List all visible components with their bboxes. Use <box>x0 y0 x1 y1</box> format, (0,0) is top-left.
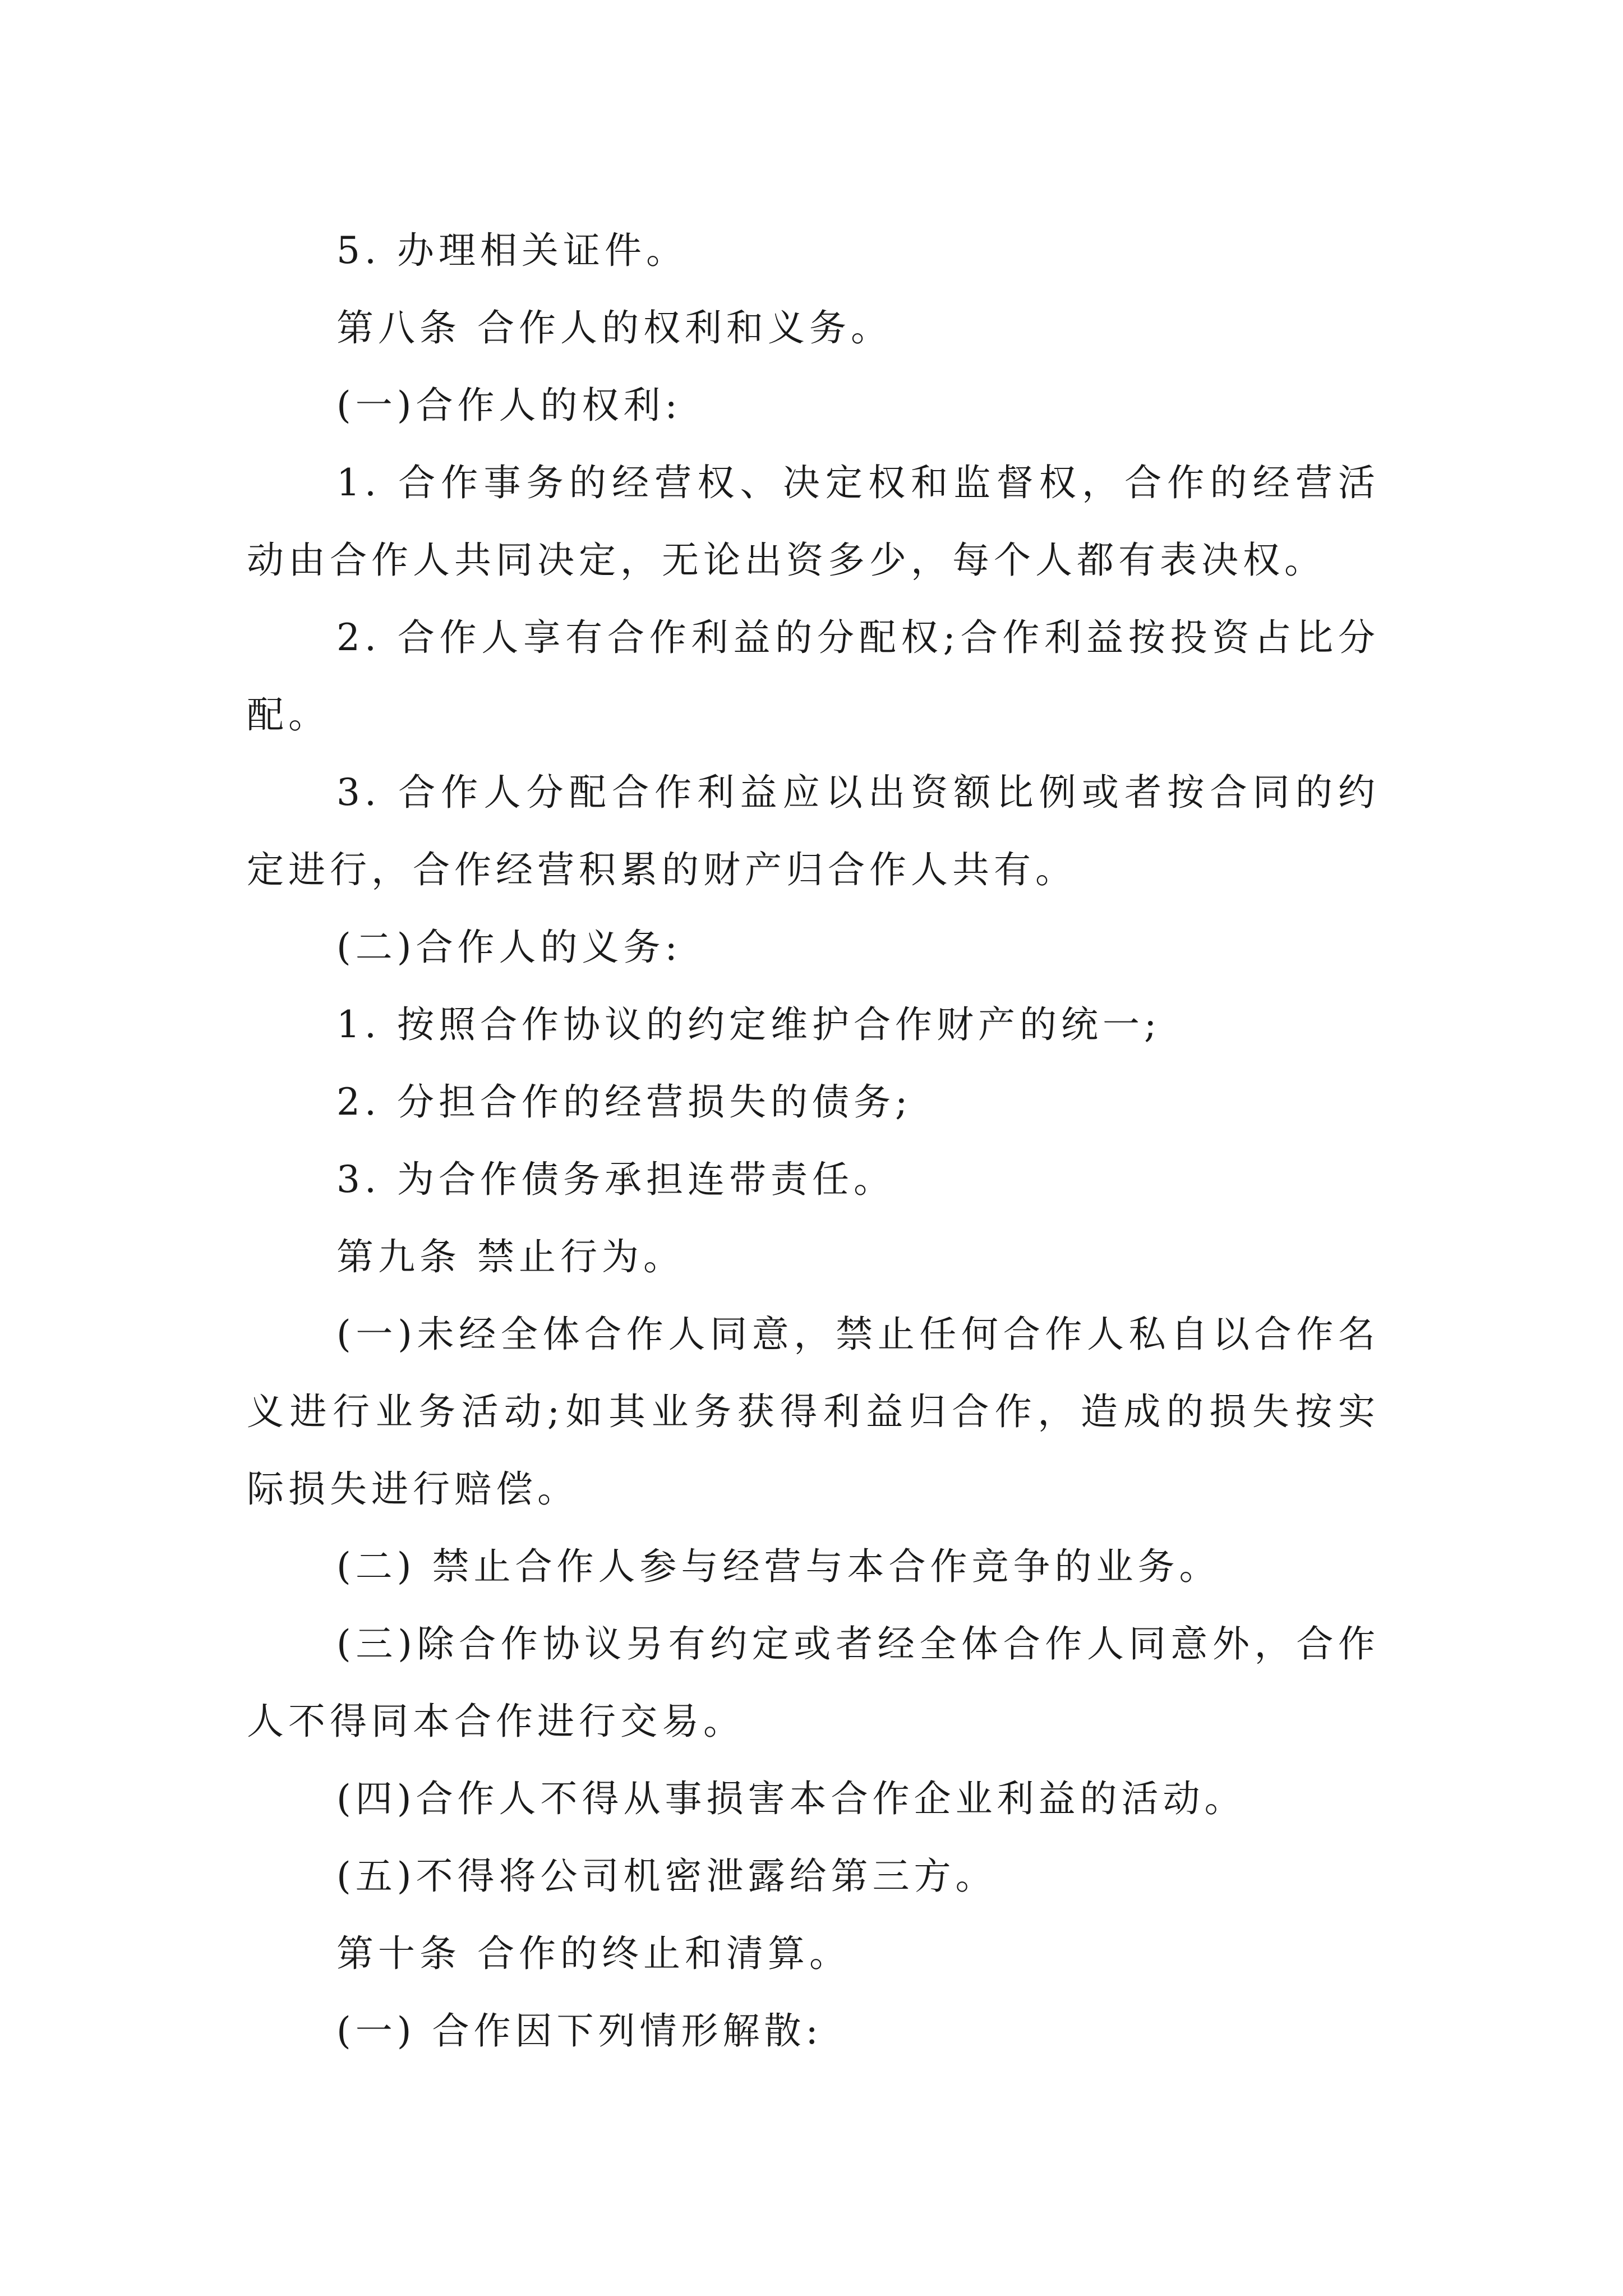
duties-item-2: 2. 分担合作的经营损失的债务; <box>336 1080 912 1124</box>
duties-item-1: 1. 按照合作协议的约定维护合作财产的统一; <box>336 1003 1161 1046</box>
partner-rights-heading: (一)合作人的权利: <box>336 384 682 427</box>
rights-item-3: 3. 合作人分配合作利益应以出资额比例或者按合同的约定进行，合作经营积累的财产归合作人共有。 <box>247 771 1380 891</box>
article-9-heading: 第九条 禁止行为。 <box>336 1235 685 1278</box>
article-8-heading: 第八条 合作人的权利和义务。 <box>336 306 892 349</box>
dissolution-heading: (一) 合作因下列情形解散: <box>336 2009 823 2053</box>
prohibition-item-4: (四)合作人不得从事损害本合作企业利益的活动。 <box>336 1777 1246 1820</box>
paragraph-1: 5. 办理相关证件。 <box>336 229 688 272</box>
prohibition-item-1: (一)未经全体合作人同意，禁止任何合作人私自以合作名义进行业务活动;如其业务获得利益归合作，造成的损失按实际损失进行赔偿。 <box>247 1313 1380 1511</box>
prohibition-item-3: (三)除合作协议另有约定或者经全体合作人同意外，合作人不得同本合作进行交易。 <box>247 1622 1380 1743</box>
prohibition-item-2: (二) 禁止合作人参与经营与本合作竞争的业务。 <box>336 1545 1221 1588</box>
duties-item-3: 3. 为合作债务承担连带责任。 <box>336 1158 895 1201</box>
prohibition-item-5: (五)不得将公司机密泄露给第三方。 <box>336 1855 997 1898</box>
partner-duties-heading: (二)合作人的义务: <box>336 926 682 969</box>
rights-item-1: 1. 合作事务的经营权、决定权和监督权，合作的经营活动由合作人共同决定，无论出资多少，每个人都有表决权。 <box>247 461 1380 582</box>
document-body <box>247 212 1380 2070</box>
rights-item-2: 2. 合作人享有合作利益的分配权;合作利益按投资占比分配。 <box>247 616 1380 737</box>
article-10-heading: 第十条 合作的终止和清算。 <box>336 1932 851 1975</box>
